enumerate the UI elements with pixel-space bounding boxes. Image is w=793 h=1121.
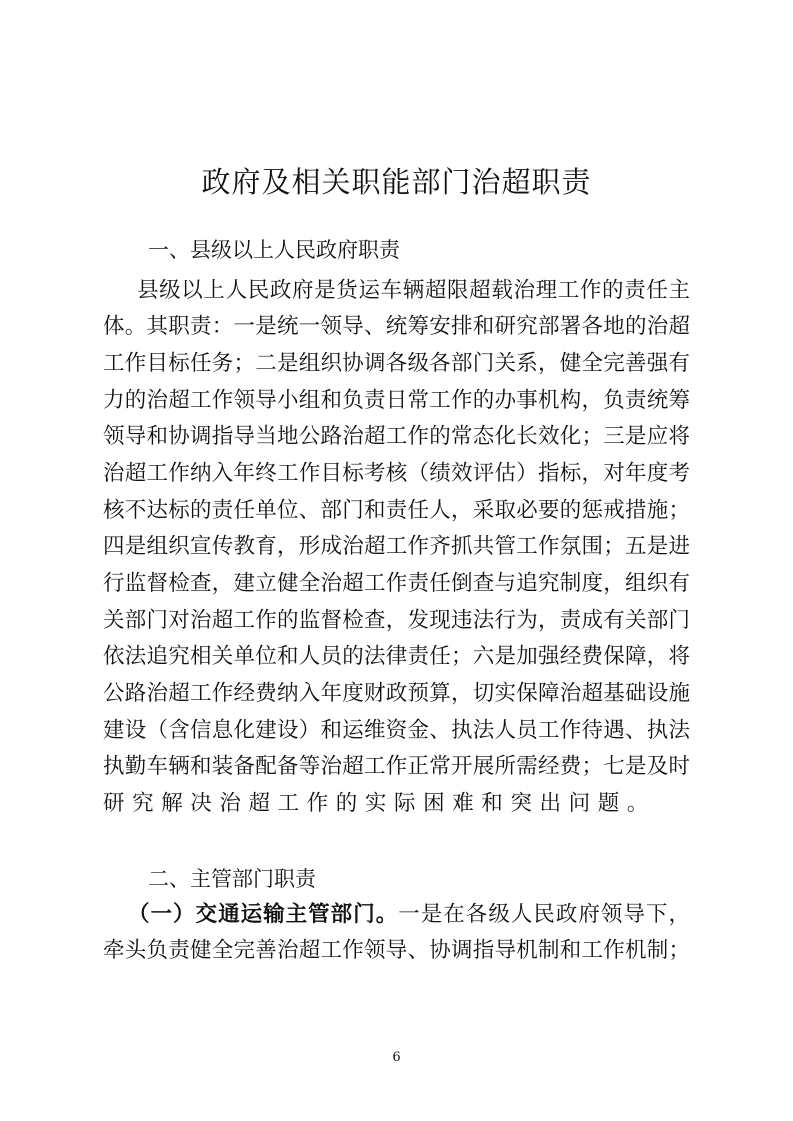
page-number: 6 [392, 1050, 401, 1065]
paragraph-line: 公路治超工作经费纳入年度财政预算，切实保障治超基础设施 [103, 681, 690, 706]
paragraph-line: 牵头负责健全完善治超工作领导、协调指导机制和工作机制； [103, 938, 690, 963]
paragraph-text: 一是在各级人民政府领导下， [398, 902, 690, 927]
paragraph-line: 县级以上人民政府是货运车辆超限超载治理工作的责任主 [137, 278, 690, 303]
subsection-heading: （一）交通运输主管部门。 [128, 902, 399, 927]
paragraph-line [128, 900, 690, 930]
section-2-heading: 二、主管部门职责 [148, 867, 316, 891]
paragraph-line: 依法追究相关单位和人员的法律责任；六是加强经费保障，将 [103, 644, 690, 669]
paragraph-line: 行监督检查，建立健全治超工作责任倒查与追究制度，组织有 [103, 571, 690, 596]
section-1-heading: 一、县级以上人民政府职责 [148, 238, 400, 262]
paragraph-line: 研究解决治超工作的实际困难和突出问题。 [103, 791, 656, 816]
paragraph-line: 治超工作纳入年终工作目标考核（绩效评估）指标，对年度考 [103, 461, 690, 486]
paragraph-line: 工作目标任务；二是组织协调各级各部门关系，健全完善强有 [103, 351, 690, 376]
paragraph-line: 力的治超工作领导小组和负责日常工作的办事机构，负责统筹 [103, 388, 690, 413]
paragraph-line: 领导和协调指导当地公路治超工作的常态化长效化；三是应将 [103, 424, 690, 449]
paragraph-line: 执勤车辆和装备配备等治超工作正常开展所需经费；七是及时 [103, 754, 690, 779]
paragraph-line: 四是组织宣传教育，形成治超工作齐抓共管工作氛围；五是进 [103, 534, 690, 559]
paragraph-line: 建设（含信息化建设）和运维资金、执法人员工作待遇、执法 [103, 718, 690, 743]
document-title: 政府及相关职能部门治超职责 [201, 165, 592, 199]
paragraph-line: 关部门对治超工作的监督检查，发现违法行为，责成有关部门 [103, 608, 690, 633]
paragraph-line: 核不达标的责任单位、部门和责任人，采取必要的惩戒措施； [103, 498, 690, 523]
paragraph-line: 体。其职责：一是统一领导、统筹安排和研究部署各地的治超 [103, 314, 690, 339]
